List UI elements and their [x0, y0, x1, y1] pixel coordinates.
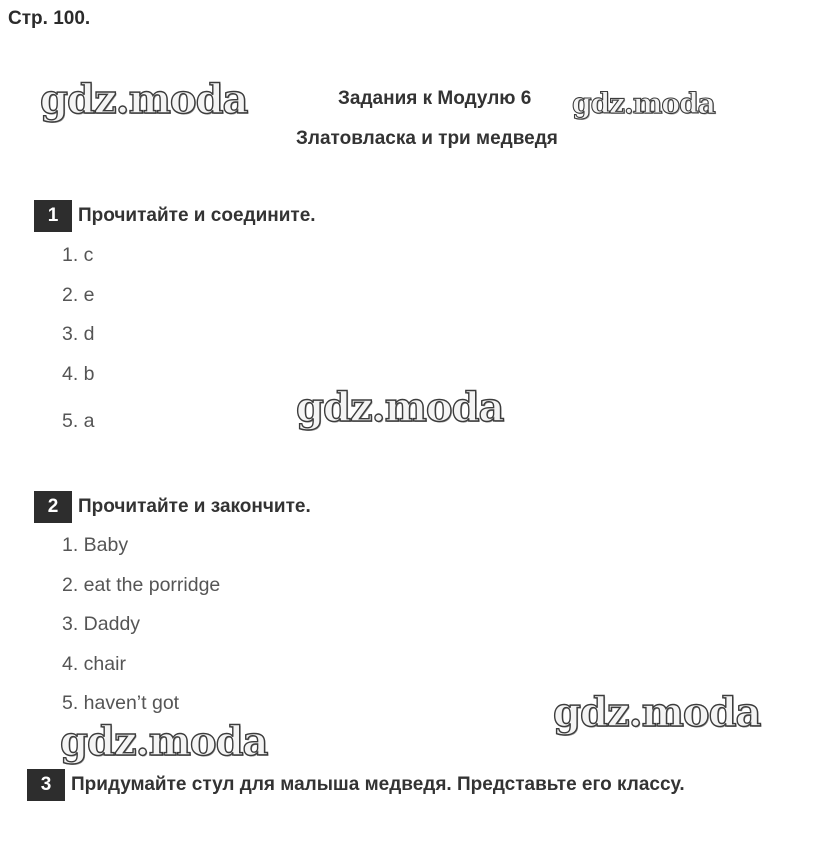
- answer-item: 1. Baby: [62, 534, 129, 556]
- task-instruction: Прочитайте и закончите.: [78, 496, 311, 517]
- task-instruction: Придумайте стул для малыша медведя. Представьте его классу.: [71, 774, 685, 795]
- answer-item: 4. chair: [62, 653, 126, 675]
- answer-item: 4. b: [62, 363, 95, 385]
- task-number-badge: 1: [34, 200, 72, 232]
- watermark-logo: gdz.moda: [553, 689, 761, 736]
- answer-item: 5. haven’t got: [62, 692, 180, 714]
- task-2-header: [34, 491, 311, 523]
- watermark-logo: gdz.moda: [60, 718, 268, 765]
- story-title: Златовласка и три медведя: [296, 128, 558, 149]
- answer-item: 3. d: [62, 323, 95, 345]
- task-3-header: [27, 769, 685, 801]
- task-number-badge: 3: [27, 769, 65, 801]
- answer-item: 5. a: [62, 410, 95, 432]
- answer-item: 1. c: [62, 244, 94, 266]
- watermark-logo: gdz.moda: [296, 384, 504, 431]
- answer-item: 2. eat the porridge: [62, 574, 221, 596]
- page-reference: Стр. 100.: [8, 8, 91, 29]
- task-number-badge: 2: [34, 491, 72, 523]
- answer-item: 2. e: [62, 284, 95, 306]
- module-heading: Задания к Модулю 6: [338, 88, 532, 109]
- watermark-logo: gdz.moda: [572, 87, 715, 120]
- task-1-header: [34, 200, 316, 232]
- watermark-logo: gdz.moda: [40, 76, 248, 123]
- task-instruction: Прочитайте и соедините.: [78, 205, 316, 226]
- answer-item: 3. Daddy: [62, 613, 141, 635]
